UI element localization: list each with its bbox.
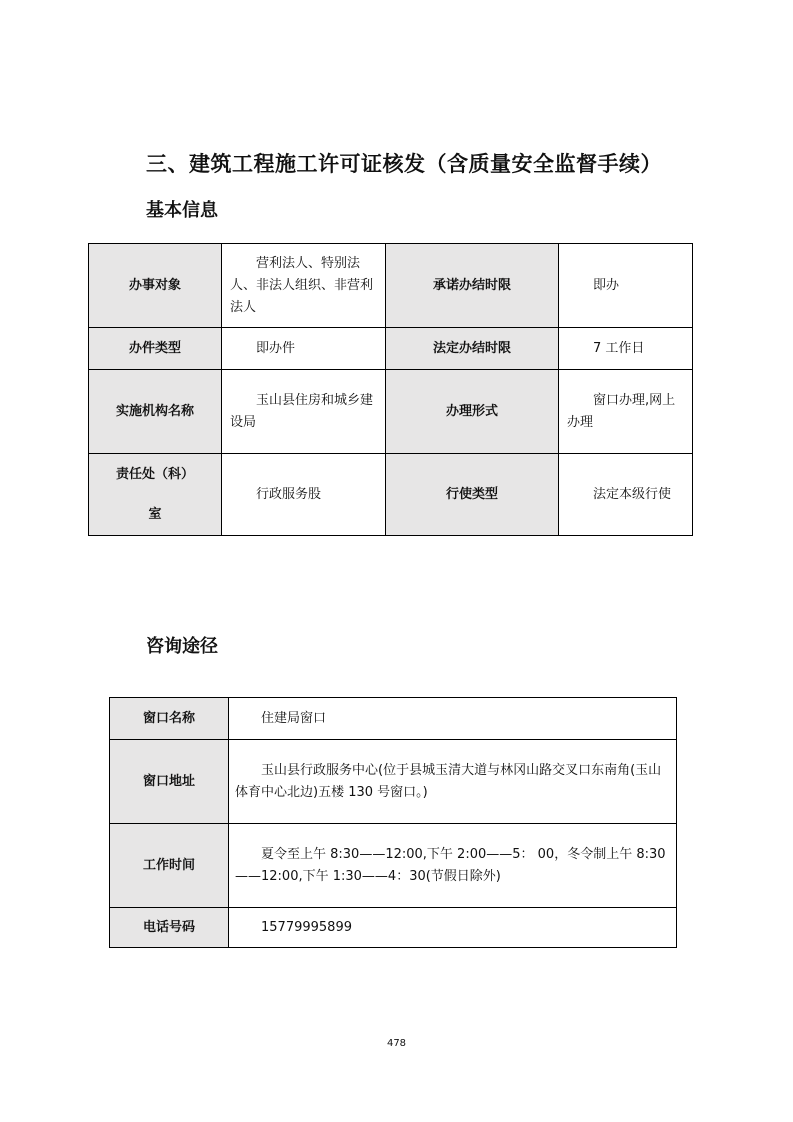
table-row <box>89 454 693 536</box>
label-applicant: 办事对象 <box>89 244 222 328</box>
page-number: 478 <box>386 1038 407 1049</box>
section-heading-consult: 咨询途径 <box>146 636 218 657</box>
table-row <box>110 698 677 740</box>
value-working-hours: 夏令至上午 8:30——12:00,下午 2:00——5： 00，冬令制上午 8:30——12:00,下午 1:30——4：30(节假日除外) <box>229 824 677 908</box>
table-row <box>110 824 677 908</box>
label-responsible-office: 责任处（科）室 <box>89 454 222 536</box>
label-handling-form: 办理形式 <box>386 370 559 454</box>
label-exercise-type: 行使类型 <box>386 454 559 536</box>
label-working-hours: 工作时间 <box>110 824 229 908</box>
value-case-type: 即办件 <box>222 328 386 370</box>
value-handling-form: 窗口办理,网上办理 <box>559 370 693 454</box>
table-row <box>110 908 677 948</box>
value-agency: 玉山县住房和城乡建设局 <box>222 370 386 454</box>
table-row <box>110 740 677 824</box>
value-responsible-office: 行政服务股 <box>222 454 386 536</box>
label-window-address: 窗口地址 <box>110 740 229 824</box>
value-promised-time: 即办 <box>559 244 693 328</box>
label-agency: 实施机构名称 <box>89 370 222 454</box>
value-applicant: 营利法人、特别法人、非法人组织、非营利法人 <box>222 244 386 328</box>
value-exercise-type: 法定本级行使 <box>559 454 693 536</box>
value-window-name: 住建局窗口 <box>229 698 677 740</box>
label-legal-time: 法定办结时限 <box>386 328 559 370</box>
consult-table <box>109 697 677 948</box>
basic-info-table <box>88 243 693 536</box>
label-promised-time: 承诺办结时限 <box>386 244 559 328</box>
label-case-type: 办件类型 <box>89 328 222 370</box>
value-legal-time: 7 工作日 <box>559 328 693 370</box>
table-row <box>89 370 693 454</box>
table-row <box>89 244 693 328</box>
table-row <box>89 328 693 370</box>
value-phone: 15779995899 <box>229 908 677 948</box>
value-window-address: 玉山县行政服务中心(位于县城玉清大道与林冈山路交叉口东南角(玉山体育中心北边)五楼 130 号窗口。) <box>229 740 677 824</box>
section-heading-basic-info: 基本信息 <box>146 200 218 221</box>
label-window-name: 窗口名称 <box>110 698 229 740</box>
label-phone: 电话号码 <box>110 908 229 948</box>
page-title: 三、建筑工程施工许可证核发（含质量安全监督手续） <box>146 152 662 176</box>
